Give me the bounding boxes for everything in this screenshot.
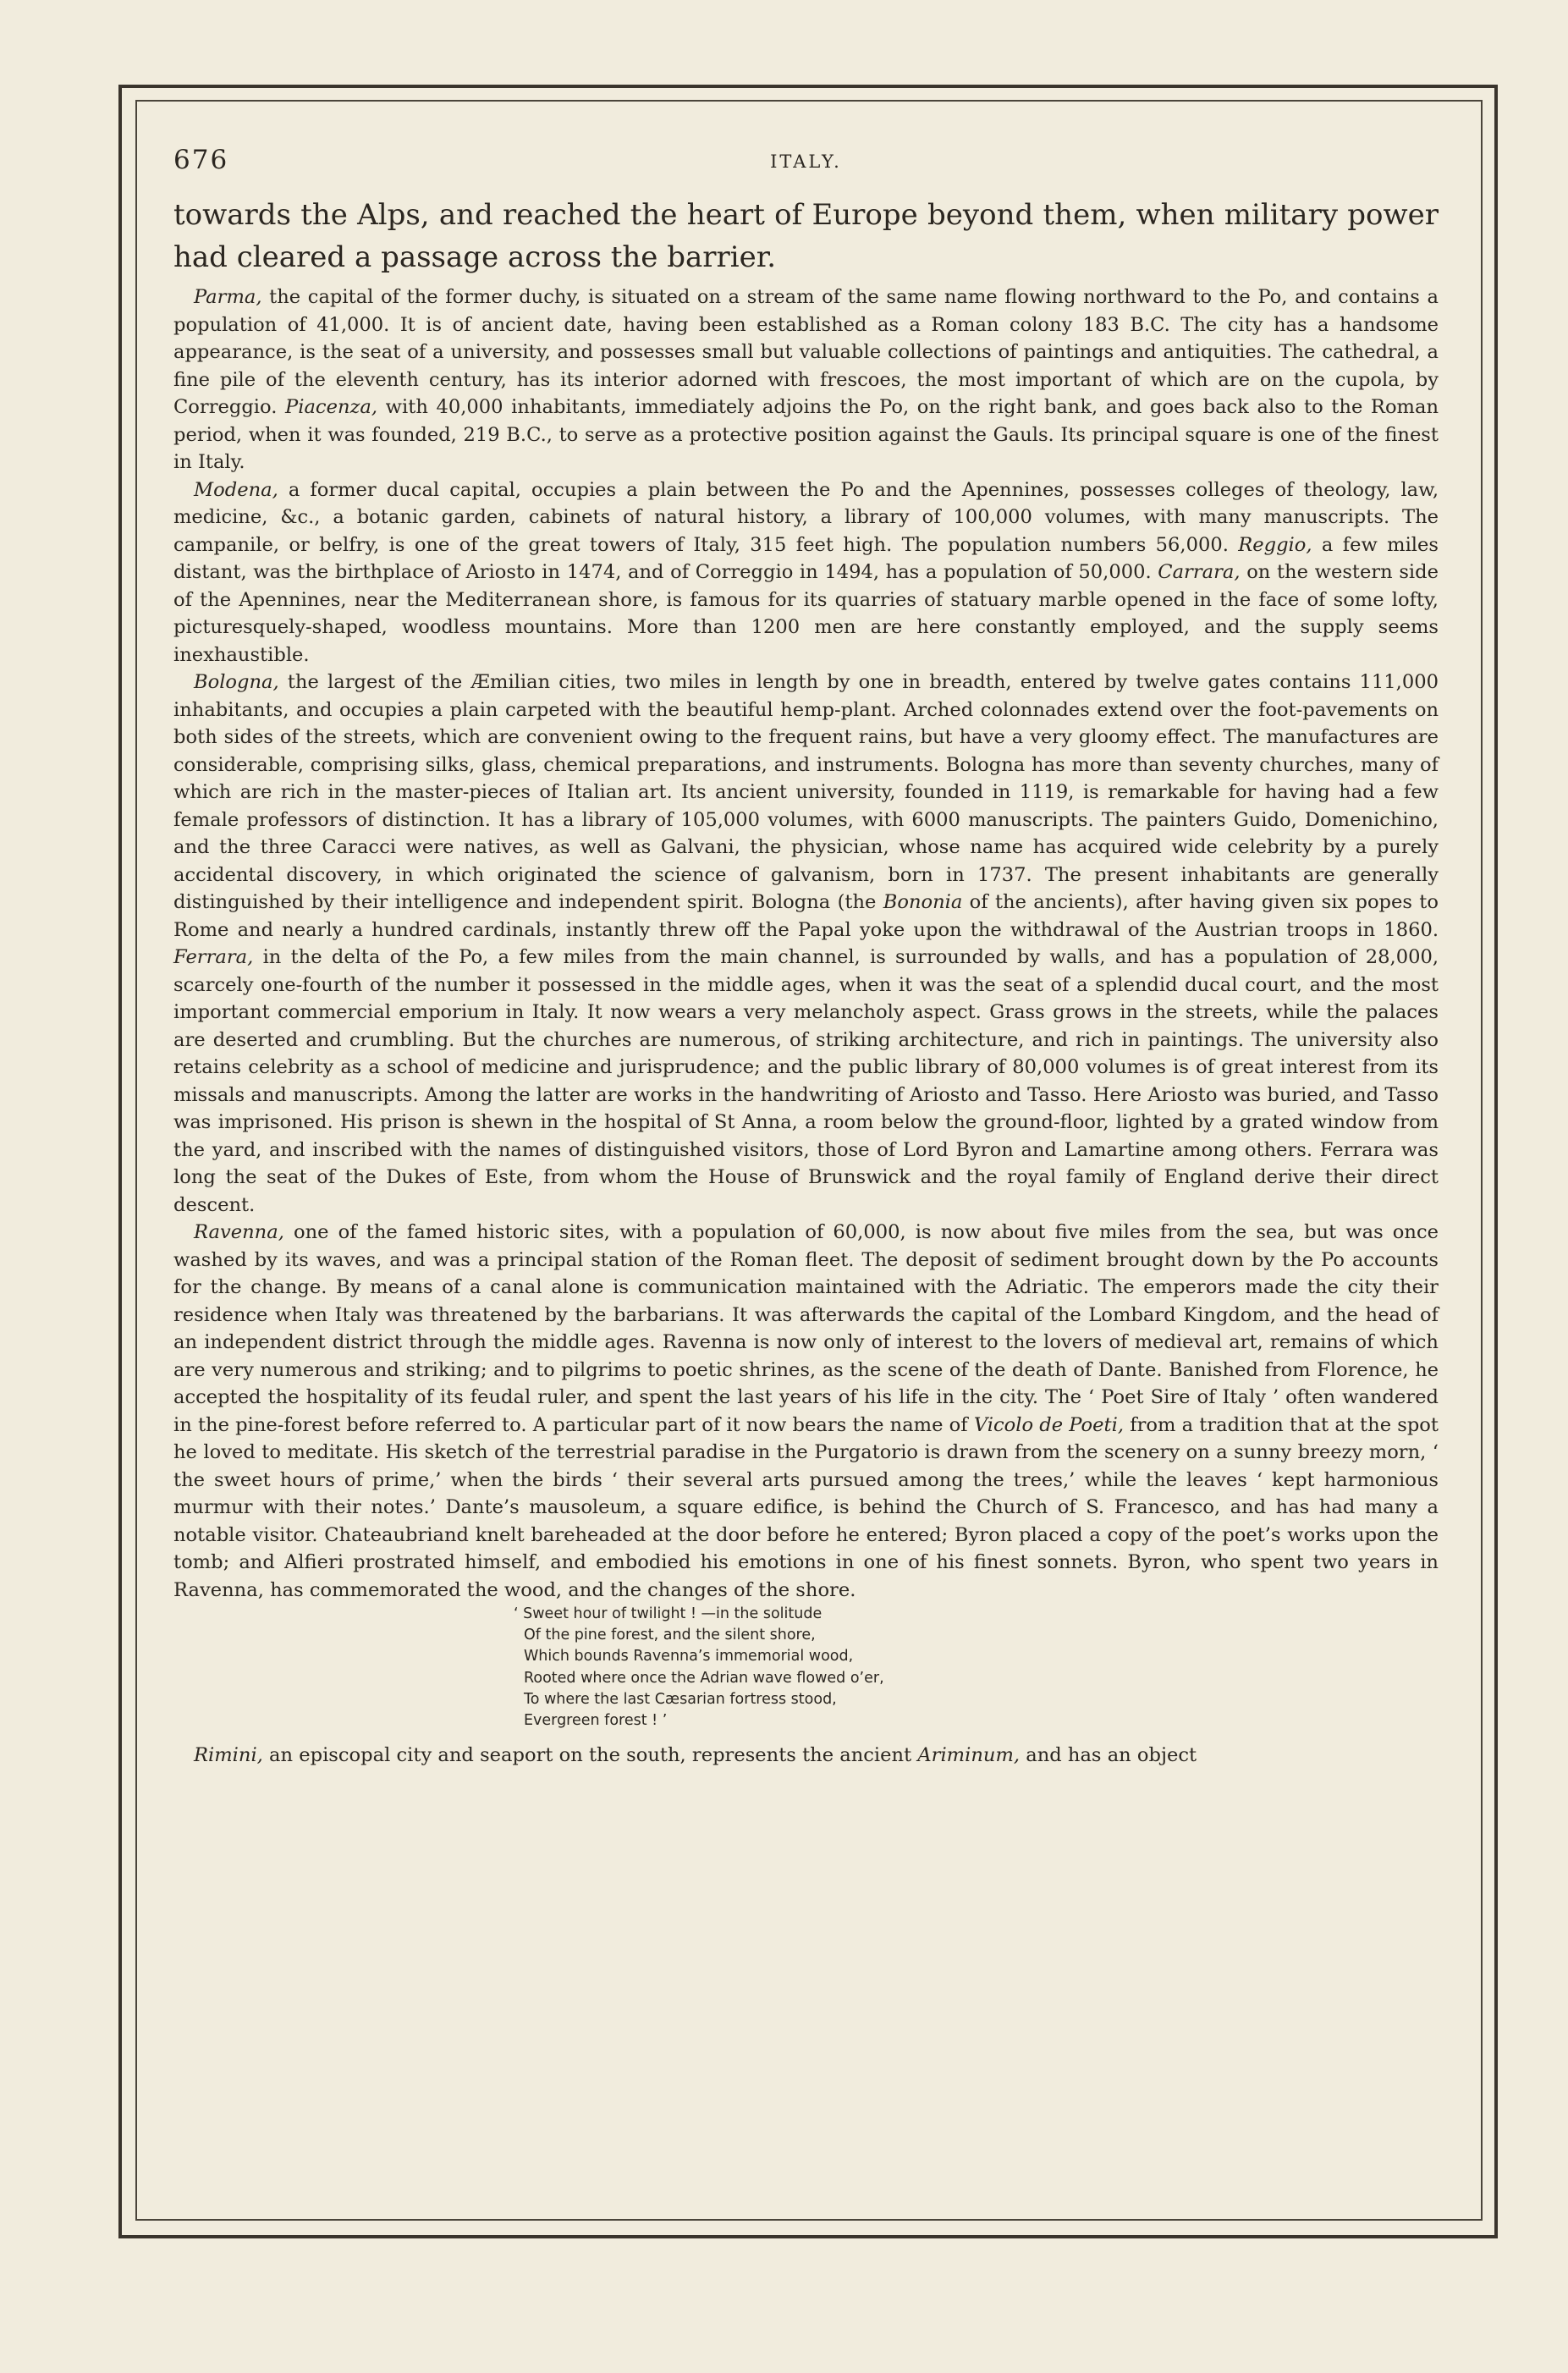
paragraph-text: an episcopal city and seaport on the south, represents the ancient xyxy=(262,1744,918,1767)
paragraph-text: one of the famed historic sites, with a population of 60,000, is now about five miles from the sea, but was once washed by its waves, and was a principal station of the Roman fleet. The deposit of sediment brought down by the Po accounts for the change. By means of a canal alone is communication maintained with the Adriatic. The emperors made the city their residence when Italy was threatened by the barbarians. It was afterwards the capital of the Lombard Kingdom, and the head of an independent district through the middle ages. Ravenna is now only of interest to the lovers of medieval art, remains of which are very numerous and striking; and to pilgrims to poetic shrines, as the scene of the death of Dante. Banished from Florence, he accepted the hospitality of its feudal ruler, and spent the last years of his life in the city. The ‘ Poet Sire of Italy ’ often wandered in the pine-forest before referred to. A particular part of it now bears the name of xyxy=(173,1221,1439,1436)
paragraph-text: and has an object xyxy=(1020,1744,1197,1767)
paragraph-text: from a tradition that at the spot he loved to meditate. His sketch of the terrestrial paradise in the Purgatorio is drawn from the scenery on a sunny breezy morn, ‘ the sweet hours of prime,’ when the birds ‘ their several arts pursued among the trees,’ while the leaves ‘ kept harmonious murmur with their notes.’ Dante’s mausoleum, a square edifice, is behind the Church of S. Francesco, and has had many a notable visitor. Chateaubriand knelt bareheaded at the door before he entered; Byron placed a copy of the poet’s works upon the tomb; and Alfieri prostrated himself, and embodied his emotions in one of his finest sonnets. Byron, who spent two years in Ravenna, has commemorated the wood, and the changes of the shore. xyxy=(173,1413,1439,1601)
place-name-carrara: Carrara, xyxy=(1158,561,1241,583)
paragraph-parma xyxy=(173,284,1439,476)
place-name-ariminum: Ariminum, xyxy=(917,1744,1021,1767)
paragraph-text: in the delta of the Po, a few miles from the main channel, is surrounded by walls, and has a population of 28,000, scarcely one-fourth of the number it possessed in the middle ages, when it was the seat of a splendid ducal court, and the most important commercial emporium in Italy. It now wears a very melancholy aspect. Grass grows in the streets, while the palaces are deserted and crumbling. But the churches are numerous, of striking architecture, and rich in paintings. The university also retains celebrity as a school of medicine and jurisprudence; and the public library of 80,000 volumes is of great interest from its missals and manuscripts. Among the latter are works in the handwriting of Ariosto and Tasso. Here Ariosto was buried, and Tasso was imprisoned. His prison is shewn in the hospital of St Anna, a room below the ground-floor, lighted by a grated window from the yard, and inscribed with the names of distinguished visitors, those of Lord Byron and Lamartine among others. Ferrara was long the seat of the Dukes of Este, from whom the House of Brunswick and the royal family of England derive their direct descent. xyxy=(173,946,1439,1216)
page-number: 676 xyxy=(173,145,229,175)
place-name-bologna: Bologna, xyxy=(194,671,279,693)
paragraph-modena xyxy=(173,476,1439,669)
place-name-ferrara: Ferrara, xyxy=(173,946,254,968)
paragraph-text: a former ducal capital, occupies a plain between the Po and the Apennines, possesses colleges of theology, law, medicine, &c., a botanic garden, cabinets of natural history, a library of 100,000 volumes, with many manuscripts. The campanile, or belfry, is one of the great towers of Italy, 315 feet high. The population numbers 56,000. xyxy=(173,478,1439,556)
poem-line: Rooted where once the Adrian wave flowed o’er, xyxy=(524,1669,884,1687)
place-name-piacenza: Piacenza, xyxy=(285,396,378,418)
place-name-ravenna: Ravenna, xyxy=(194,1221,284,1243)
lead-paragraph: towards the Alps, and reached the heart of Europe beyond them, when military power had cleared a passage across the barrier. xyxy=(173,198,1439,274)
paragraph-rimini xyxy=(173,1742,1439,1770)
poem-line: Of the pine forest, and the silent shore, xyxy=(524,1627,816,1644)
paragraph-text: a few miles distant, was the birthplace of Ariosto in 1474, and of Correggio in 1494, has a population of 50,000. xyxy=(173,533,1439,583)
paragraph-text: the largest of the Æmilian cities, two miles in length by one in breadth, entered by twelve gates contains 111,000 inhabitants, and occupies a plain carpeted with the beautiful hemp-plant. Arched colonnades extend over the foot-pavements on both sides of the streets, which are convenient owing to the frequent rains, but have a very gloomy effect. The manufactures are considerable, comprising silks, glass, chemical preparations, and instruments. Bologna has more than seventy churches, many of which are rich in the master-pieces of Italian art. Its ancient university, founded in 1119, is remarkable for having had a few female professors of distinction. It has a library of 105,000 volumes, with 6000 manuscripts. The painters Guido, Domenichino, and the three Caracci were natives, as well as Galvani, the physician, whose name has acquired wide celebrity by a purely accidental discovery, in which originated the science of galvanism, born in 1737. The present inhabitants are generally distinguished by their intelligence and independent spirit. Bologna (the xyxy=(173,671,1439,913)
paragraph-bologna xyxy=(173,669,1439,1219)
poem-line: ‘ Sweet hour of twilight ! —in the solitude xyxy=(514,1605,823,1622)
place-name-reggio: Reggio, xyxy=(1238,533,1312,556)
poem-line: Which bounds Ravenna’s immemorial wood, xyxy=(524,1648,854,1666)
poem-line: Evergreen forest ! ’ xyxy=(524,1712,668,1730)
paragraph-text: of the ancients), after having given six popes to Rome and nearly a hundred cardinals, instantly threw off the Papal yoke upon the withdrawal of the Austrian troops in 1860. xyxy=(173,891,1439,941)
paragraph-ravenna xyxy=(173,1219,1439,1604)
running-head: ITALY. xyxy=(770,151,842,172)
book-page xyxy=(173,140,1439,2154)
place-name-vicolo: Vicolo de Poeti, xyxy=(973,1413,1125,1436)
page-header xyxy=(173,140,1439,190)
place-name-rimini: Rimini, xyxy=(194,1744,263,1767)
place-name-bononia: Bononia xyxy=(883,891,963,913)
place-name-modena: Modena, xyxy=(194,478,278,501)
poem-quotation xyxy=(173,1604,1439,1732)
paragraph-text: with 40,000 inhabitants, immediately adjoins the Po, on the right bank, and goes back also to the Roman period, when it was founded, 219 B.C., to serve as a protective position against the Gauls. Its principal square is one of the finest in Italy. xyxy=(173,396,1439,473)
place-name-parma: Parma, xyxy=(194,286,262,308)
poem-line: To where the last Cæsarian fortress stood, xyxy=(524,1690,837,1708)
paragraph-text: the capital of the former duchy, is situated on a stream of the same name flowing northward to the Po, and contains a population of 41,000. It is of ancient date, having been established as a Roman colony 183 B.C. The city has a handsome appearance, is the seat of a university, and possesses small but valuable collections of paintings and antiquities. The cathedral, a fine pile of the eleventh century, has its interior adorned with frescoes, the most important of which are on the cupola, by Correggio. xyxy=(173,286,1439,418)
paragraph-text: on the western side of the Apennines, near the Mediterranean shore, is famous for its quarries of statuary marble opened in the face of some lofty, picturesquely-shaped, woodless mountains. More than 1200 men are here constantly employed, and the supply seems inexhaustible. xyxy=(173,561,1439,666)
